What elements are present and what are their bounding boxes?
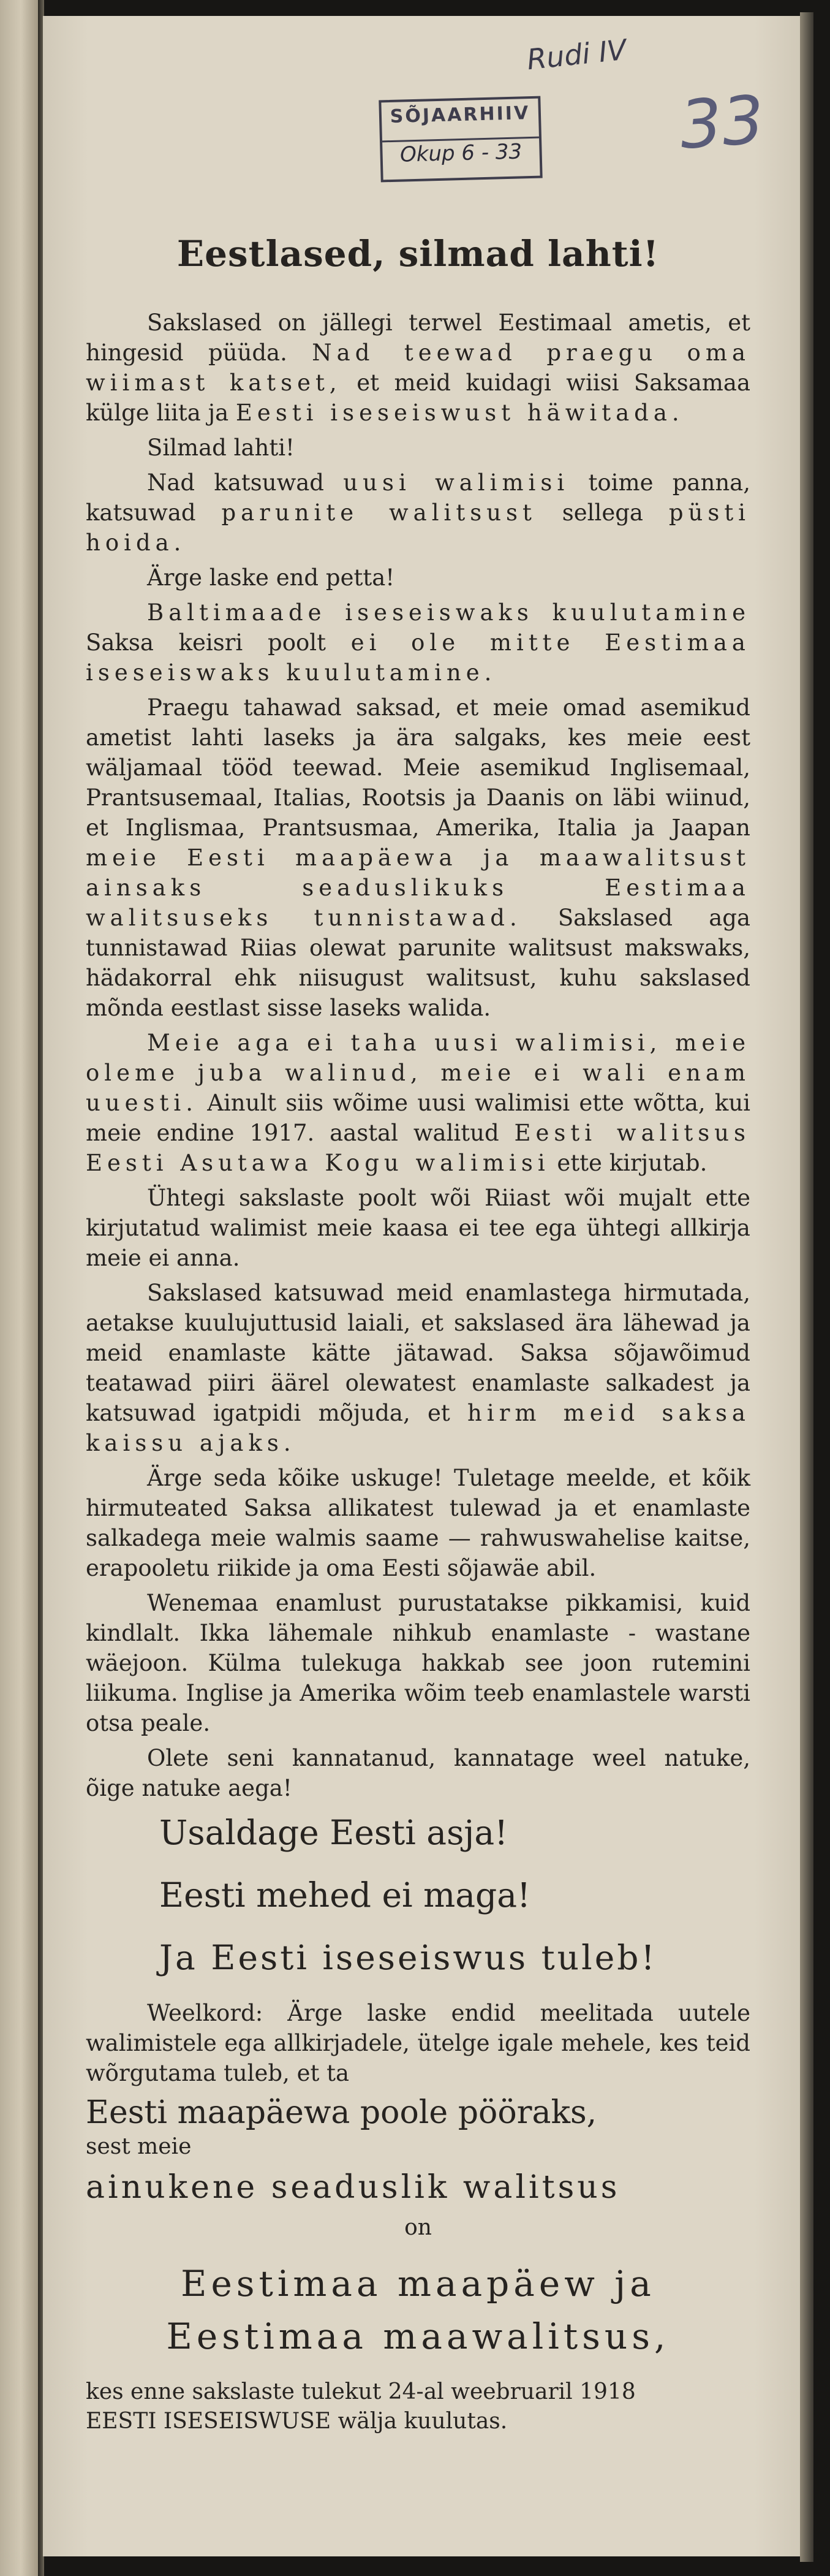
leaflet-text (86, 233, 750, 2436)
paragraph-text: toime panna, katsuwad (86, 469, 750, 526)
spaced-emphasis: parunite walitsust (221, 500, 537, 526)
spaced-emphasis: hirm meid saksa kaissu ajaks. (86, 1400, 750, 1456)
closing-section (86, 1998, 750, 2436)
spaced-emphasis: ei ole mitte Eestimaa iseseiswaks kuulutamine. (86, 629, 750, 686)
closing-line: Eesti maapäewa poole pööraks, (86, 2094, 597, 2131)
spaced-emphasis: uusi walimisi (343, 469, 570, 496)
spaced-emphasis: Eesti walitsus Eesti Asutawa Kogu walimisi (86, 1120, 750, 1176)
paragraph-text: Silmad lahti! (147, 435, 295, 461)
closing-line: kes enne sakslaste tulekut 24-al weebruaril 1918 (86, 2379, 636, 2404)
closing-line: sest meie (86, 2134, 192, 2159)
closing-line: on (404, 2215, 432, 2240)
adjacent-sheet (0, 0, 38, 2576)
slogan: Usaldage Eesti asja! (159, 1813, 508, 1852)
closing-line: Eestimaa maawalitsus, (166, 2316, 670, 2357)
paragraph-text: Nad katsuwad (147, 469, 344, 496)
paragraph-text: Sakslased katsuwad meid enamlastega hirmutada, aetakse kuulujuttusid laiali, et sakslased ära lähewad ja meid enamlaste kätte jätawad. Saksa sõjawõimud teatawad piiri äärel olewatest enamlaste salkadest ja katsuwad igatpidi mõjuda, et (86, 1280, 750, 1426)
closing-prefix: Weelkord: (147, 2000, 263, 2026)
closing-text: Ärge laske endid meelitada uutele walimistele ega allkirjadele, ütelge igale mehele, kes teid wõrgutama tuleb, et ta (86, 2000, 750, 2086)
body-paragraph (86, 1588, 750, 1738)
archive-stamp (379, 96, 542, 183)
body-paragraph (86, 308, 750, 428)
sheet-number: 33 (677, 82, 767, 164)
closing-caps: EESTI ISESEISWUSE (86, 2409, 331, 2434)
spaced-emphasis: Eesti iseseiswust häwitada. (235, 400, 684, 426)
paper-edge (800, 12, 813, 2562)
paragraph-text: Saksa keisri poolt (86, 629, 351, 656)
paragraph-text: Wenemaa enamlust purustatakse pikkamisi, kuid kindlalt. Ikka lähemale nihkub enamlaste - wastane wäejoon. Külma tulekuga hakkab see joon rutemini liikuma. Inglise ja Amerika wõim teeb enamlastele warsti otsa peale. (86, 1590, 750, 1736)
body-paragraph (86, 468, 750, 558)
paragraph-text: Sakslased on jällegi terwel Eestimaal ametis, et hingesid püüda. (86, 310, 750, 366)
body-paragraph (86, 563, 750, 593)
paragraph-text: Ainult siis wõime uusi walimisi ette wõtta, kui meie endine 1917. aastal walitud (86, 1090, 750, 1146)
spaced-emphasis: Nad teewad praegu oma wiimast katset, (86, 340, 751, 396)
paragraph-text: Praegu tahawad saksad, et meie omad asemikud ametist lahti laseks ja ära salgaks, kes meie eest wäljamaal tööd teewad. Meie asemikud Inglisemaal, Prantsusemaal, Italias, Rootsis ja Daanis on läbi wiinud, et Inglismaa, Prantsusmaa, Amerika, Italia ja Jaapan (86, 694, 750, 841)
paragraph-text: sellega (536, 500, 669, 526)
paragraph-text: Olete seni kannatanud, kannatage weel natuke, õige natuke aega! (86, 1745, 750, 1801)
body-paragraph (86, 1463, 750, 1583)
paragraph-text: Sakslased aga tunnistawad Riias olewat parunite walitsust makswaks, hädakorral ehk niisugust walitsust, kuhu sakslased mõnda eestlast sisse laseks walida. (86, 905, 750, 1021)
paragraph-text: Ärge seda kõike uskuge! Tuletage meelde, et kõik hirmuteated Saksa allikatest tulewad ja et enamlaste salkadega meie walmis saame — rahwuswahelise kaitse, erapooletu riikide ja oma Eesti sõjawäe abil. (86, 1465, 750, 1581)
paragraph-text: ette kirjutab. (549, 1150, 707, 1176)
spaced-emphasis: meie Eesti maapäewa ja maawalitsust ainsaks seaduslikuks Eestimaa walitsuseks tunnistawad. (86, 845, 750, 931)
closing-line: Eestimaa maapäew ja (181, 2263, 655, 2304)
leaflet-title: Eestlased, silmad lahti! (176, 233, 660, 275)
body-paragraph (86, 1183, 750, 1273)
spaced-emphasis: püsti hoida. (86, 500, 751, 556)
file-code: Okup 6 - 33 (399, 139, 523, 167)
closing-paragraph (86, 1998, 750, 2088)
body-paragraph (86, 693, 750, 1023)
body-paragraph (86, 1743, 750, 1803)
archive-stamp-label: SÕJAARHIIV (390, 102, 530, 127)
closing-line (86, 2407, 750, 2436)
handwritten-note: Rudi IV (525, 32, 628, 77)
body-paragraph (86, 433, 750, 463)
paragraph-text: Ärge laske end petta! (147, 564, 395, 591)
body-paragraph (86, 1278, 750, 1458)
spaced-emphasis: Meie aga ei taha uusi walimisi, meie oleme juba walinud, meie ei wali enam uuesti. (86, 1030, 750, 1116)
body-paragraphs (86, 308, 750, 1803)
body-paragraph (86, 598, 750, 688)
paragraph-text: et meid kuidagi wiisi Saksamaa külge liita ja (86, 370, 751, 426)
slogan: Ja Eesti iseseiswus tuleb! (159, 1938, 657, 1977)
body-paragraph (86, 1028, 750, 1178)
slogan: Eesti mehed ei maga! (159, 1875, 531, 1915)
spaced-emphasis: Baltimaade iseseiswaks kuulutamine (147, 599, 750, 626)
slogans (86, 1810, 750, 1980)
closing-rest: wälja kuulutas. (331, 2409, 508, 2434)
closing-line: ainukene seaduslik walitsus (86, 2169, 621, 2206)
paragraph-text: Ühtegi sakslaste poolt wõi Riiast wõi mujalt ette kirjutatud walimist meie kaasa ei tee ega ühtegi allkirja meie ei anna. (86, 1185, 750, 1271)
